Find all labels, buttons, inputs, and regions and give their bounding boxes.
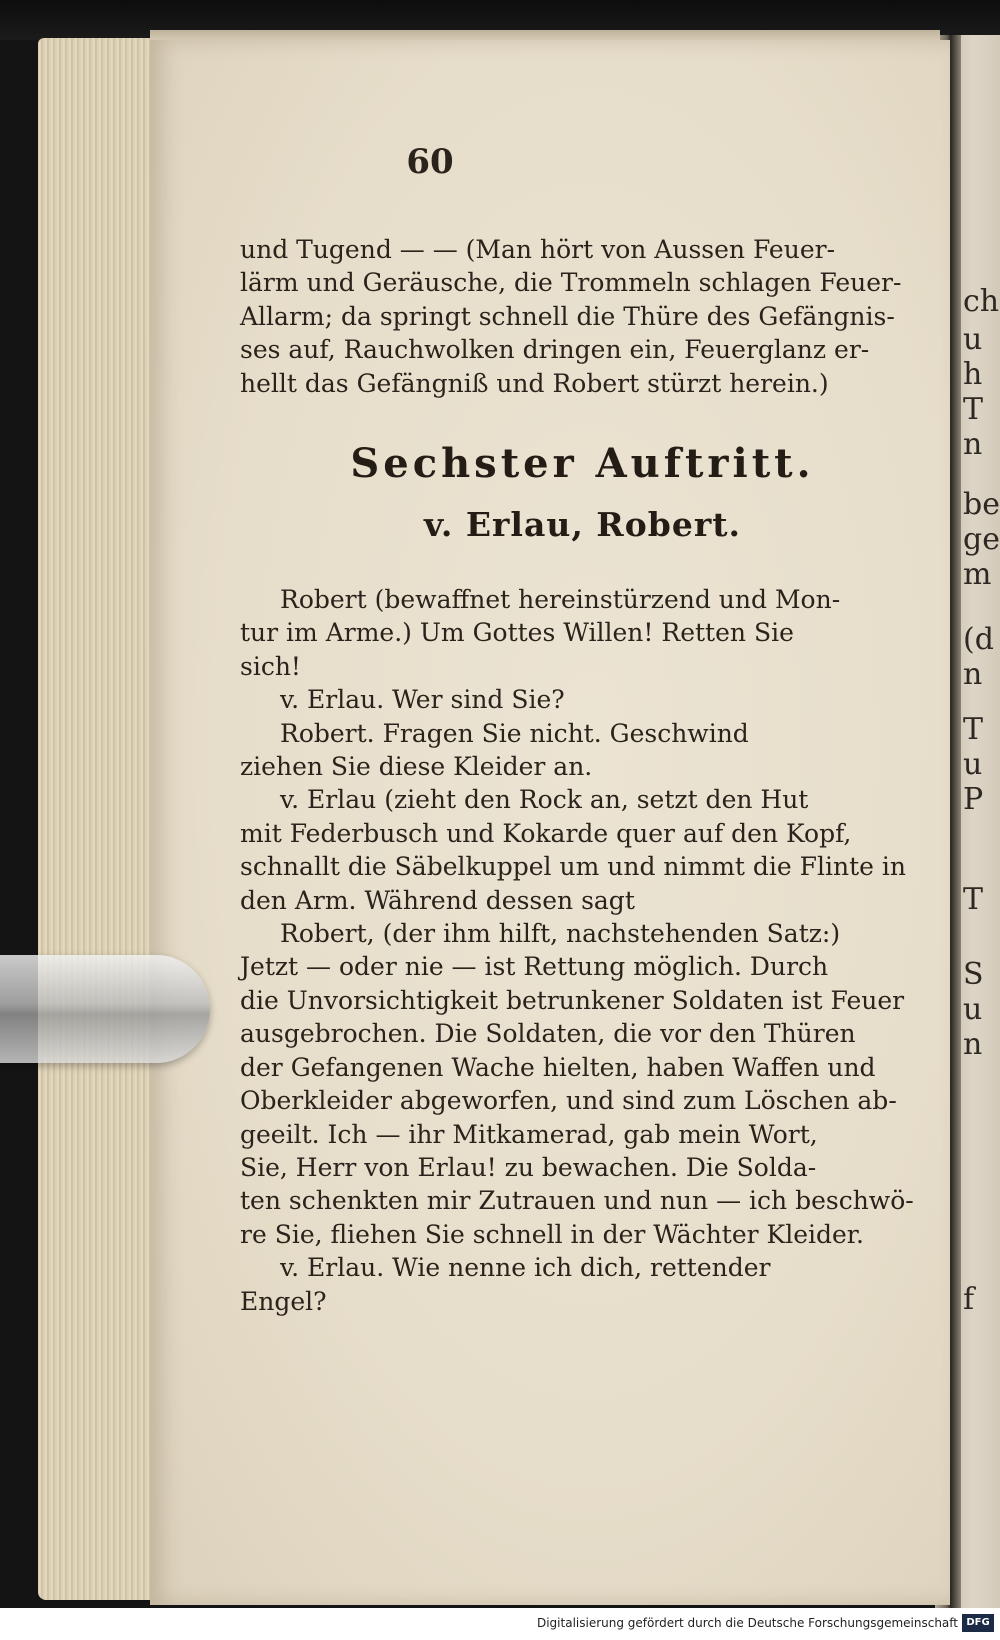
text-line: Jetzt — oder nie — ist Rettung möglich. Durch	[240, 952, 829, 982]
footer-credit: Digitalisierung gefördert durch die Deutsche Forschungsgemeinschaft	[536, 1616, 958, 1630]
next-page-fragment: u	[963, 322, 983, 357]
next-page-fragment: f	[963, 1282, 975, 1317]
footer-bar	[0, 1608, 1000, 1640]
text-line: geeilt. Ich — ihr Mitkamerad, gab mein Wort,	[240, 1119, 818, 1149]
text-line: die Unvorsichtigkeit betrunkener Soldaten ist Feuer	[240, 985, 905, 1015]
next-page-fragment: be	[963, 487, 1000, 522]
text-line: tur im Arme.) Um Gottes Willen! Retten Sie	[240, 618, 794, 648]
text-line: mit Federbusch und Kokarde quer auf den Kopf,	[240, 818, 852, 848]
next-page-fragment: P	[963, 782, 984, 817]
next-page-fragment: u	[963, 747, 983, 782]
text-line: und Tugend — — (Man hört von Aussen Feuer-	[240, 235, 836, 264]
text-line: hellt das Gefängniß und Robert stürzt herein.)	[240, 368, 829, 398]
characters-heading: v. Erlau, Robert.	[424, 505, 741, 544]
next-page-fragment: S	[963, 957, 984, 992]
text-line: ten schenkten mir Zutrauen und nun — ich beschwö-	[240, 1186, 914, 1216]
text-line: Robert (bewaffnet hereinstürzend und Mon-	[280, 585, 841, 614]
text-line: Sie, Herr von Erlau! zu bewachen. Die Solda-	[240, 1152, 817, 1182]
text-line: ziehen Sie diese Kleider an.	[240, 752, 593, 782]
text-line: v. Erlau. Wie nenne ich dich, rettender	[280, 1253, 771, 1283]
page-edges	[38, 38, 158, 1600]
next-page-fragment: n	[963, 427, 983, 462]
text-line: lärm und Geräusche, die Trommeln schlagen Feuer-	[240, 268, 902, 298]
text-line: sich!	[240, 651, 301, 681]
next-page-fragment: ch	[963, 284, 1000, 319]
text-line: Allarm; da springt schnell die Thüre des Gefängnis-	[240, 301, 895, 331]
next-page-fragment: T	[963, 882, 984, 917]
dfg-logo-icon: DFG	[962, 1614, 994, 1632]
next-page-fragment: (d	[963, 622, 994, 657]
next-page-fragment: n	[963, 1027, 983, 1062]
next-page-fragment: h	[963, 357, 983, 392]
next-page-fragment: T	[963, 392, 984, 427]
text-line: den Arm. Während dessen sagt	[240, 885, 635, 915]
text-line: Oberkleider abgeworfen, und sind zum Löschen ab-	[240, 1086, 897, 1116]
text-line: ausgebrochen. Die Soldaten, die vor den Thüren	[240, 1019, 856, 1049]
text-line: Robert, (der ihm hilft, nachstehenden Satz:)	[280, 919, 841, 949]
next-page-fragment: T	[963, 712, 984, 747]
text-line: re Sie, fliehen Sie schnell in der Wächter Kleider.	[240, 1219, 864, 1249]
text-line: schnallt die Säbelkuppel um und nimmt die Flinte in	[240, 852, 906, 882]
next-page-fragment: n	[963, 657, 983, 692]
text-line: ses auf, Rauchwolken dringen ein, Feuerglanz er-	[240, 335, 870, 365]
next-page-fragment: ge	[963, 522, 1000, 557]
page-number: 60	[406, 142, 454, 182]
text-line: Engel?	[240, 1286, 327, 1316]
scene-heading: Sechster Auftritt.	[350, 440, 815, 487]
stage-direction-paragraph	[240, 233, 925, 400]
text-line: Robert. Fragen Sie nicht. Geschwind	[280, 718, 749, 748]
page-clip-holder	[0, 955, 210, 1063]
next-page-fragment: u	[963, 992, 983, 1027]
text-line: der Gefangenen Wache hielten, haben Waffen und	[240, 1052, 876, 1082]
text-line: v. Erlau (zieht den Rock an, setzt den Hut	[280, 785, 809, 815]
dialogue-block	[240, 583, 925, 1318]
next-page-edge	[955, 35, 1000, 1610]
text-line: v. Erlau. Wer sind Sie?	[280, 685, 565, 715]
next-page-fragment: m	[963, 557, 992, 592]
